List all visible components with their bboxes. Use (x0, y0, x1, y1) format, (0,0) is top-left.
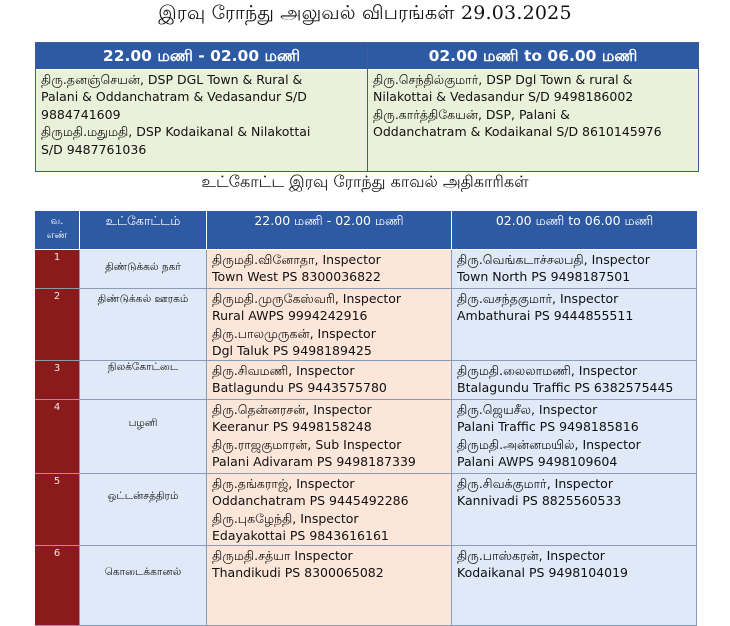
dsp-line: திரு.தனஞ்செயன், DSP DGL Town & Rural & (41, 72, 303, 87)
shift-2-cell (452, 474, 697, 546)
officer-line: Oddanchatram PS 9445492286 (212, 493, 409, 509)
shift-2-cell (452, 361, 697, 400)
officer-line: திரு.பாலமுருகன், Inspector (212, 325, 376, 341)
officer-line: Kodaikanal PS 9498104019 (457, 565, 628, 581)
header-shift-1: 22.00 மணி - 02.00 மணி (207, 211, 451, 249)
dsp-line: Oddanchatram & Kodaikanal S/D 8610145976 (373, 124, 662, 140)
subdivision-cell: கொடைக்கானல் (80, 546, 207, 626)
shift-1-cell (207, 361, 452, 400)
shift-2-cell (452, 250, 697, 289)
officer-line: Thandikudi PS 8300065082 (212, 565, 384, 581)
dsp-line: Nilakottai & Vedasandur S/D 9498186002 (373, 89, 634, 105)
officer-line: திரு.ராஜகுமாரன், Sub Inspector (212, 436, 402, 452)
shift-1-cell (207, 250, 452, 289)
subdivision-cell: நிலக்கோட்டை (80, 361, 207, 400)
serial-number-cell: 6 (35, 546, 80, 626)
officer-line: Rural AWPS 9994242916 (212, 308, 368, 324)
dsp-divider (367, 43, 368, 171)
officer-line: திரு.புகழேந்தி, Inspector (212, 510, 359, 526)
subdivision-cell: திண்டுக்கல் நகர் (80, 250, 207, 289)
officer-line: Palani AWPS 9498109604 (457, 453, 618, 469)
officer-line: Town West PS 8300036822 (212, 269, 381, 285)
page-title: இரவு ரோந்து அலுவல் விபரங்கள் 29.03.2025 (158, 2, 572, 24)
officer-line: திரு.தங்கராஜ், Inspector (212, 476, 355, 491)
officer-line: Palani Adivaram PS 9498187339 (212, 453, 416, 469)
shift-2-cell (452, 289, 697, 361)
officer-line: Edayakottai PS 9843616161 (212, 527, 389, 543)
shift-1-cell (207, 289, 452, 361)
subdivision-cell: பழனி (80, 400, 207, 474)
officer-line: திரு.பாஸ்கரன், Inspector (457, 548, 605, 563)
officer-line: Batlagundu PS 9443575780 (212, 380, 387, 396)
officer-line: Kannivadi PS 8825560533 (457, 493, 622, 509)
serial-number-cell: 5 (35, 474, 80, 546)
header-serial-number (35, 211, 79, 249)
subdivision-cell: ஒட்டன்சத்திரம் (80, 474, 207, 546)
dsp-line: திரு.கார்த்திகேயன், DSP, Palani & (373, 106, 570, 122)
dsp-header-shift-2: 02.00 மணி to 06.00 மணி (368, 43, 698, 69)
serial-number-cell: 1 (35, 250, 80, 289)
dsp-line: திருமதி.மதுமதி, DSP Kodaikanal & Nilakottai (41, 124, 311, 140)
dsp-patrol-table (35, 42, 699, 172)
officer-line: Btalagundu Traffic PS 6382575445 (457, 380, 674, 396)
officer-line: திருமதி.லைலாமணி, Inspector (457, 363, 638, 378)
shift-2-cell (452, 400, 697, 474)
shift-1-cell (207, 474, 452, 546)
dsp-cell-shift-1 (36, 70, 367, 171)
serial-number-cell: 2 (35, 289, 80, 361)
officer-line: திருமதி.சத்யா Inspector (212, 548, 353, 563)
officer-line: திரு.வெங்கடாச்சலபதி, Inspector (457, 252, 650, 267)
header-subdivision: உட்கோட்டம் (80, 211, 206, 249)
dsp-cell-shift-2 (368, 70, 698, 171)
officer-line: Keeranur PS 9498158248 (212, 419, 372, 435)
dsp-line: Palani & Oddanchatram & Vedasandur S/D (41, 89, 307, 105)
officer-line: Dgl Taluk PS 9498189425 (212, 342, 372, 358)
shift-2-cell (452, 546, 697, 626)
serial-number-cell: 4 (35, 400, 80, 474)
section-subtitle: உட்கோட்ட இரவு ரோந்து காவல் அதிகாரிகள் (201, 172, 529, 191)
officer-line: திரு.தென்னரசன், Inspector (212, 402, 372, 417)
header-serial-line: வ. (50, 216, 64, 227)
officer-line: Town North PS 9498187501 (457, 269, 631, 285)
serial-number-cell: 3 (35, 361, 80, 400)
officer-line: திரு.வசந்தகுமார், Inspector (457, 291, 619, 306)
officer-line: Palani Traffic PS 9498185816 (457, 419, 639, 435)
dsp-header-shift-1: 22.00 மணி - 02.00 மணி (36, 43, 367, 69)
shift-1-cell (207, 400, 452, 474)
subdivision-cell: திண்டுக்கல் ஊரகம் (80, 289, 207, 361)
dsp-line: S/D 9487761036 (41, 141, 147, 157)
dsp-line: திரு.செந்தில்குமார், DSP Dgl Town & rural & (373, 72, 633, 87)
header-shift-2: 02.00 மணி to 06.00 மணி (452, 211, 697, 249)
officer-line: திருமதி.வினோதா, Inspector (212, 252, 381, 267)
officer-line: திருமதி.முருகேஸ்வரி, Inspector (212, 291, 402, 306)
officer-line: திரு.ஜெயசீல, Inspector (457, 402, 598, 417)
officer-line: திருமதி.அன்னமயில், Inspector (457, 436, 641, 452)
shift-1-cell (207, 546, 452, 626)
dsp-line: 9884741609 (41, 106, 121, 122)
header-serial-line: எண் (46, 230, 68, 241)
officer-line: Ambathurai PS 9444855511 (457, 308, 634, 324)
officer-line: திரு.சிவமணி, Inspector (212, 363, 355, 378)
officer-line: திரு.சிவக்குமார், Inspector (457, 476, 613, 491)
